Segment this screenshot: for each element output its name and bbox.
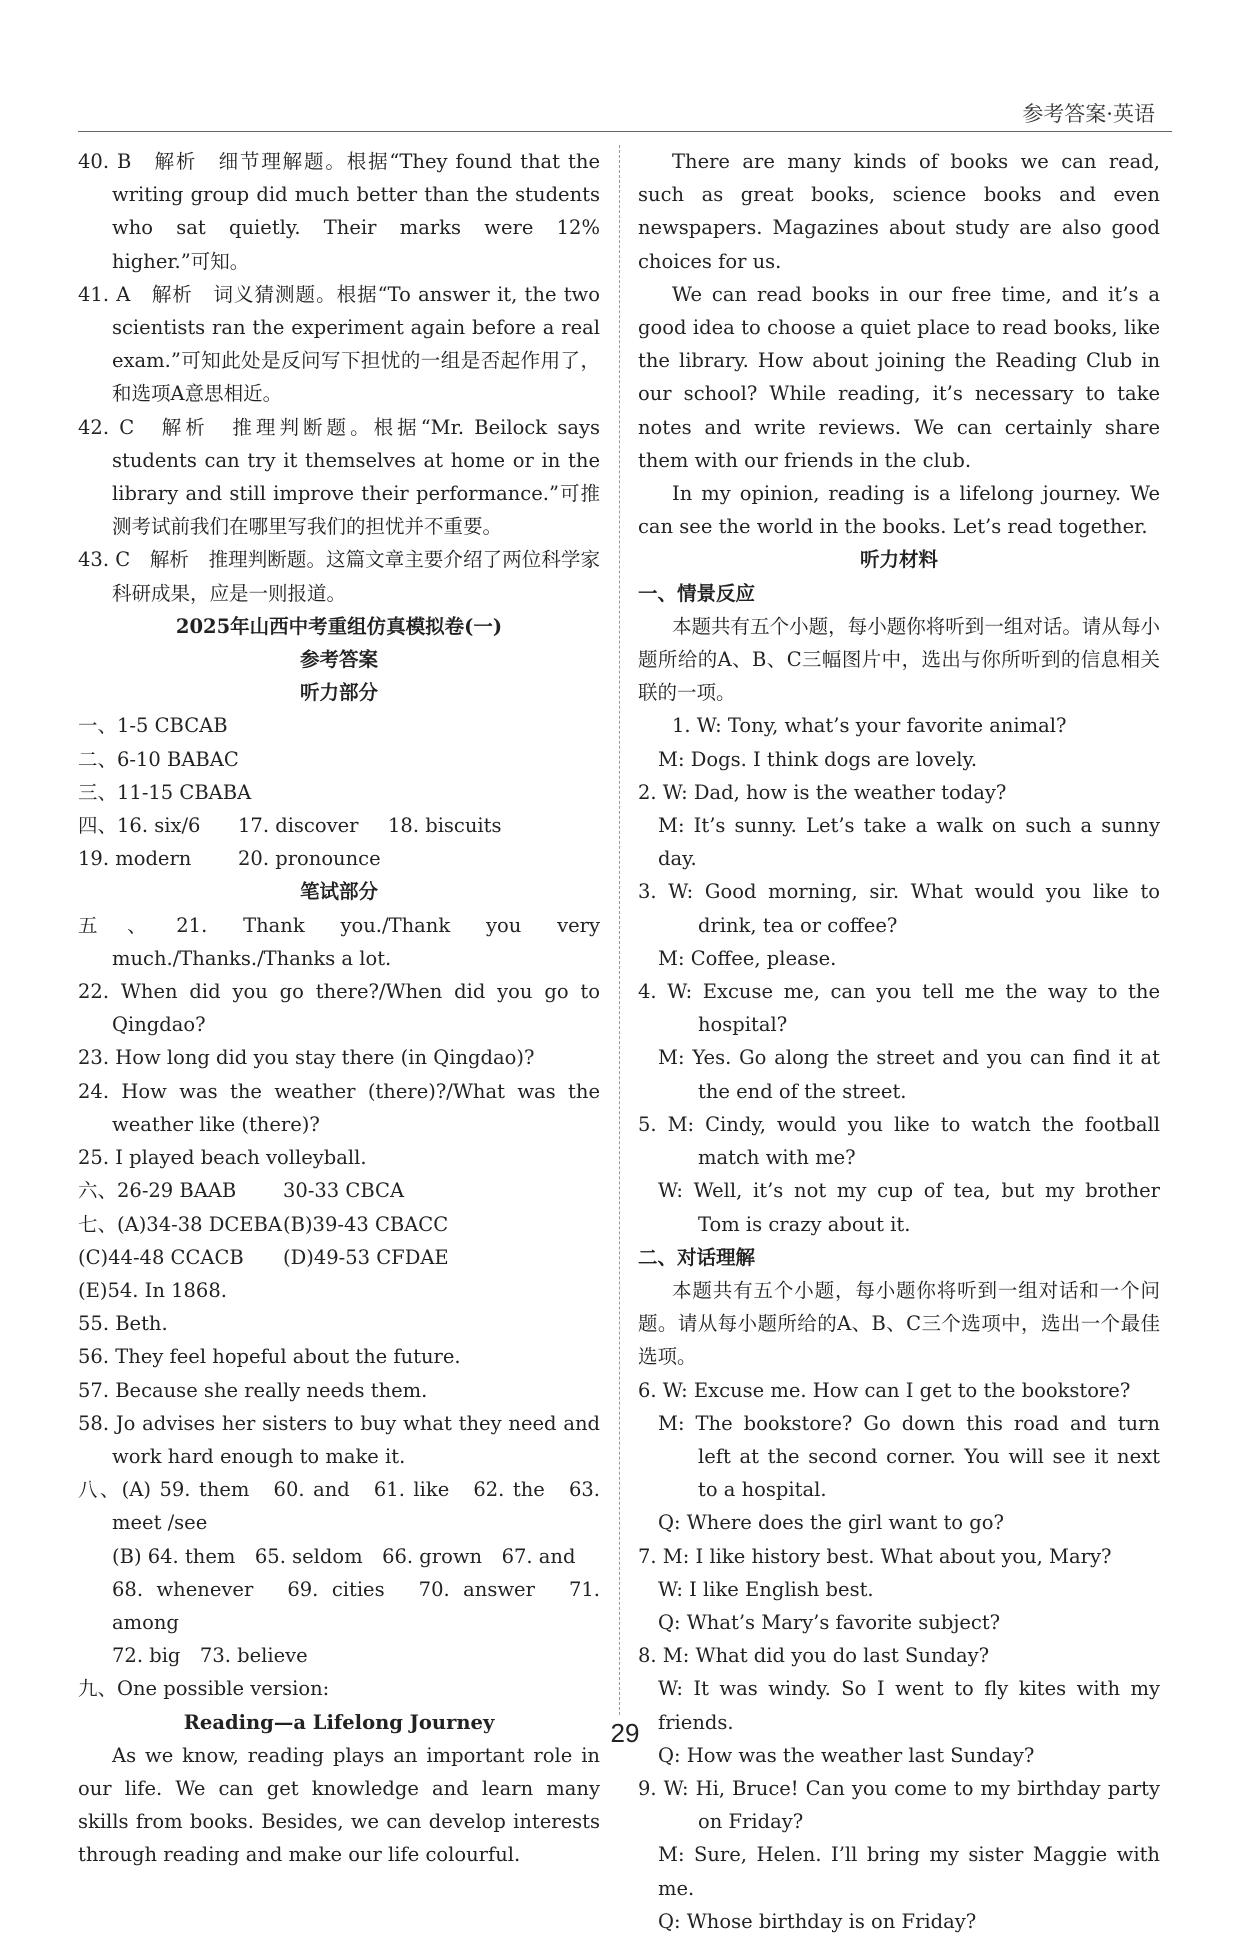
answer-44-48: (C)44-48 CCACB — [78, 1245, 244, 1269]
essay-paragraph-3: We can read books in our free time, and it’s a good idea to choose a quiet place to read books, like the library. How about joining the Reading Club in our school? While reading, it’s necessary to take notes and write reviews. We can certainly share them with our friends in the club. — [638, 282, 1160, 472]
listening-part-title: 听力部分 — [299, 681, 378, 705]
section-7-cont — [78, 1241, 600, 1274]
dialogue-9-w: 9. W: Hi, Bruce! Can you come to my birthday party on Friday? — [638, 1776, 1160, 1834]
dialogue-5-w: W: Well, it’s not my cup of tea, but my brother Tom is crazy about it. — [658, 1179, 1160, 1236]
dialogue-8-m: 8. M: What did you do last Sunday? — [638, 1644, 990, 1668]
answer-24: 24. How was the weather (there)?/What was the weather like (there)? — [78, 1079, 600, 1136]
essay-title: Reading—a Lifelong Journey — [183, 1710, 495, 1734]
dialogue-4-m: M: Yes. Go along the street and you can find it at the end of the street. — [658, 1046, 1160, 1103]
answer-19: 19. modern — [78, 847, 192, 871]
dialogue-5-m: 5. M: Cindy, would you like to watch the football match with me? — [638, 1112, 1160, 1170]
answer-21: 五、21. Thank you./Thank you very much./Thanks./Thanks a lot. — [78, 913, 600, 970]
listening-4-cont — [78, 842, 600, 875]
dialogue-2-w: 2. W: Dad, how is the weather today? — [638, 780, 1007, 804]
answer-55: 55. Beth. — [78, 1312, 168, 1336]
answer-16: 四、16. six/6 — [78, 814, 201, 838]
section-8-b: (B) 64. them 65. seldom 66. grown 67. and — [112, 1544, 576, 1568]
answer-56: 56. They feel hopeful about the future. — [78, 1345, 461, 1369]
answer-22: 22. When did you go there?/When did you go to Qingdao? — [78, 980, 600, 1037]
answer-26-29: 六、26-29 BAAB — [78, 1179, 237, 1203]
answer-30-33: 30-33 CBCA — [283, 1179, 405, 1203]
dialogue-7-w: W: I like English best. — [658, 1577, 874, 1601]
answer-17: 17. discover — [238, 814, 359, 838]
answer-20: 20. pronounce — [238, 847, 381, 871]
exam-title: 2025年山西中考重组仿真模拟卷(一) — [175, 614, 503, 638]
answer-41: 41. A 解析 词义猜测题。根据“To answer it, the two scientists ran the experiment again before a real exam.”可知此处是反问写下担忧的一组是否起作用了，和选项A意思相近。 — [78, 282, 600, 406]
answer-25: 25. I played beach volleyball. — [78, 1146, 367, 1170]
answer-49-53: (D)49-53 CFDAE — [283, 1245, 449, 1269]
essay-paragraph-4: In my opinion, reading is a lifelong journey. We can see the world in the books. Let’s read together. — [638, 482, 1160, 539]
listening-material-title: 听力材料 — [859, 548, 938, 572]
right-column — [638, 145, 1160, 1938]
dialogue-1-m: M: Dogs. I think dogs are lovely. — [658, 747, 978, 771]
left-column — [78, 145, 600, 1872]
section-6 — [78, 1174, 600, 1207]
section-7 — [78, 1208, 600, 1241]
dialogue-6-m: M: The bookstore? Go down this road and turn left at the second corner. You will see it next to a hospital. — [658, 1411, 1160, 1502]
essay-paragraph-1: As we know, reading plays an important role in our life. We can get knowledge and learn many skills from books. Besides, we can develop interests through reading and make our life colourful. — [78, 1743, 600, 1867]
dialogue-2-m: M: It’s sunny. Let’s take a walk on such a sunny day. — [658, 814, 1160, 871]
listening-2: 二、6-10 BABAC — [78, 747, 239, 771]
dialogue-3-m: M: Coffee, please. — [658, 946, 837, 970]
dialogue-1-w: 1. W: Tony, what’s your favorite animal? — [672, 714, 1067, 738]
page-number: 29 — [610, 1718, 640, 1748]
answer-40: 40. B 解析 细节理解题。根据“They found that the writing group did much better than the students who sat quietly. Their marks were 12% higher.”可知。 — [78, 150, 600, 273]
section-9: 九、One possible version: — [78, 1677, 330, 1701]
dialogue-4-w: 4. W: Excuse me, can you tell me the way to the hospital? — [638, 980, 1160, 1037]
section-8-a: 八、(A) 59. them 60. and 61. like 62. the 63. meet /see — [78, 1478, 600, 1535]
column-divider — [619, 145, 620, 1715]
essay-paragraph-2: There are many kinds of books we can read, such as great books, science books and even newspapers. Magazines about study are also good choices for us. — [638, 150, 1160, 273]
dialogue-7-m: 7. M: I like history best. What about you, Mary? — [638, 1544, 1112, 1568]
dialogue-3-w: 3. W: Good morning, sir. What would you like to drink, tea or coffee? — [638, 880, 1160, 937]
header-rule — [78, 131, 1172, 132]
section-2-title: 二、对话理解 — [638, 1245, 756, 1269]
dialogue-6-q: Q: Where does the girl want to go? — [658, 1511, 1004, 1535]
listening-3: 三、11-15 CBABA — [78, 780, 252, 804]
answer-34-38: 七、(A)34-38 DCEBA — [78, 1212, 282, 1236]
answer-42: 42. C 解析 推理判断题。根据“Mr. Beilock says students can try it themselves at home or in the library and still improve their performance.”可推测考试前我们在哪里写我们的担忧并不重要。 — [78, 415, 600, 539]
dialogue-6-w: 6. W: Excuse me. How can I get to the bookstore? — [638, 1378, 1131, 1402]
dialogue-9-q: Q: Whose birthday is on Friday? — [658, 1909, 977, 1933]
answer-39-43: (B)39-43 CBACC — [283, 1212, 449, 1236]
section-8-c: 68. whenever 69. cities 70. answer 71. among — [112, 1577, 600, 1634]
section-1-title: 一、情景反应 — [638, 581, 756, 605]
answer-58: 58. Jo advises her sisters to buy what they need and work hard enough to make it. — [78, 1411, 600, 1468]
listening-1: 一、1-5 CBCAB — [78, 714, 228, 738]
dialogue-7-q: Q: What’s Mary’s favorite subject? — [658, 1610, 1001, 1634]
answer-54: (E)54. In 1868. — [78, 1278, 227, 1302]
section-1-intro: 本题共有五个小题，每小题你将听到一组对话。请从每小题所给的A、B、C三幅图片中，选出与你所听到的信息相关联的一项。 — [638, 614, 1160, 705]
section-2-intro: 本题共有五个小题，每小题你将听到一组对话和一个问题。请从每小题所给的A、B、C三个选项中，选出一个最佳选项。 — [638, 1278, 1160, 1369]
running-header: 参考答案·英语 — [1022, 102, 1155, 126]
answer-57: 57. Because she really needs them. — [78, 1378, 428, 1402]
written-part-title: 笔试部分 — [299, 880, 378, 904]
dialogue-8-w: W: It was windy. So I went to fly kites with my friends. — [658, 1677, 1160, 1734]
listening-4 — [78, 809, 600, 842]
answer-18: 18. biscuits — [388, 814, 502, 838]
section-8-d: 72. big 73. believe — [112, 1644, 308, 1668]
answer-title: 参考答案 — [299, 648, 378, 672]
answer-43: 43. C 解析 推理判断题。这篇文章主要介绍了两位科学家科研成果，应是一则报道。 — [78, 548, 600, 605]
dialogue-9-m: M: Sure, Helen. I’ll bring my sister Maggie with me. — [658, 1843, 1160, 1900]
dialogue-8-q: Q: How was the weather last Sunday? — [658, 1743, 1035, 1767]
answer-23: 23. How long did you stay there (in Qingdao)? — [78, 1046, 535, 1070]
